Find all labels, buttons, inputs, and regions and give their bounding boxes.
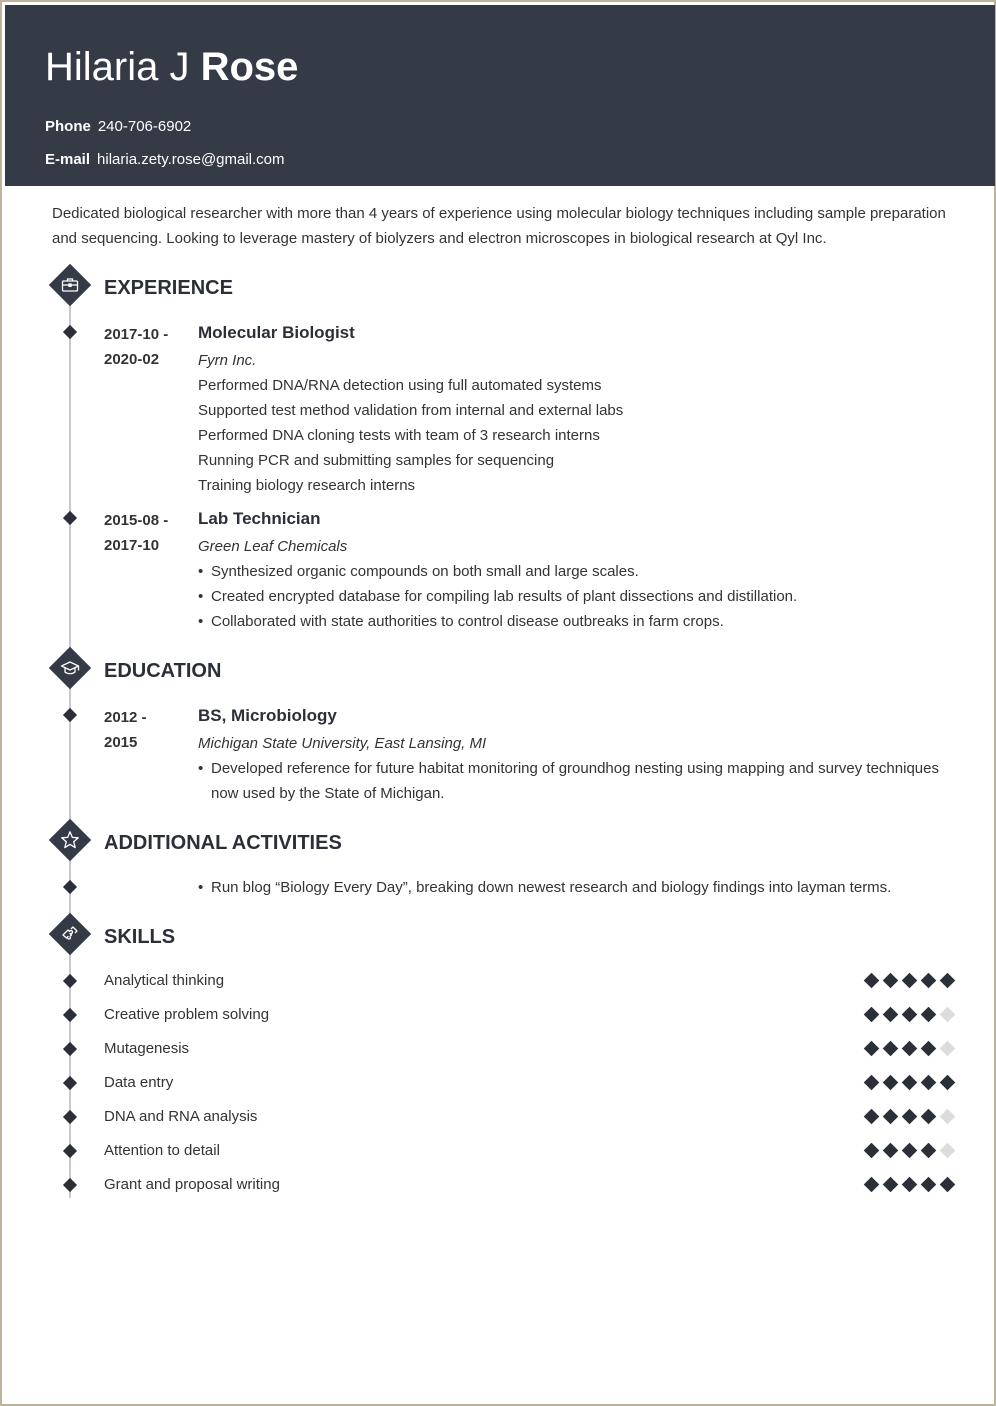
skill-name: Attention to detail bbox=[104, 1142, 220, 1159]
job-duty: Training biology research interns bbox=[198, 477, 416, 494]
job-duty: Supported test method validation from internal and external labs bbox=[198, 402, 624, 419]
rating-dot-filled bbox=[921, 1177, 937, 1193]
skill-rating bbox=[862, 1107, 958, 1127]
resume-header bbox=[5, 5, 995, 186]
rating-dot-filled bbox=[864, 1075, 880, 1091]
timeline-marker bbox=[63, 1144, 77, 1158]
job-company: Fyrn Inc. bbox=[198, 352, 257, 369]
rating-dot-filled bbox=[864, 1177, 880, 1193]
job-date-start: 2015-08 - bbox=[104, 512, 169, 529]
rating-dot-filled bbox=[864, 1109, 880, 1125]
rating-dot-filled bbox=[883, 1143, 899, 1159]
timeline-marker bbox=[63, 325, 77, 339]
graduation-cap-icon bbox=[49, 647, 91, 689]
job-title: Lab Technician bbox=[198, 509, 321, 528]
rating-dot-filled bbox=[883, 1177, 899, 1193]
rating-dot-empty bbox=[940, 1041, 956, 1057]
rating-dot-filled bbox=[864, 1007, 880, 1023]
email-label: E-mail bbox=[45, 151, 91, 168]
timeline-marker bbox=[63, 511, 77, 525]
activity-bullet: • Run blog “Biology Every Day”, breaking down newest research and biology findings into layman terms. bbox=[198, 875, 958, 900]
skill-rating bbox=[862, 1141, 958, 1161]
phone-label: Phone bbox=[45, 118, 91, 135]
rating-dot-filled bbox=[883, 1007, 899, 1023]
job-company: Green Leaf Chemicals bbox=[198, 538, 348, 555]
star-icon bbox=[49, 819, 91, 861]
rating-dot-filled bbox=[902, 1007, 918, 1023]
phone-row bbox=[45, 117, 191, 137]
rating-dot-filled bbox=[864, 973, 880, 989]
timeline-marker bbox=[63, 1042, 77, 1056]
timeline-marker bbox=[63, 1076, 77, 1090]
rating-dot-filled bbox=[883, 973, 899, 989]
rating-dot-filled bbox=[921, 973, 937, 989]
rating-dot-filled bbox=[864, 1041, 880, 1057]
edu-date-end: 2015 bbox=[104, 734, 138, 751]
rating-dot-empty bbox=[940, 1143, 956, 1159]
timeline-marker bbox=[63, 974, 77, 988]
rating-dot-filled bbox=[902, 1041, 918, 1057]
skills-heading: SKILLS bbox=[104, 926, 176, 948]
rating-dot-filled bbox=[902, 1143, 918, 1159]
skill-rating bbox=[862, 971, 958, 991]
skill-name: DNA and RNA analysis bbox=[104, 1108, 258, 1125]
job-bullet: • Synthesized organic compounds on both small and large scales. bbox=[198, 559, 958, 584]
first-name: Hilaria J bbox=[45, 45, 190, 89]
timeline-marker bbox=[63, 1110, 77, 1124]
job-date-start: 2017-10 - bbox=[104, 326, 169, 343]
school-name: Michigan State University, East Lansing, MI bbox=[198, 735, 487, 752]
email-value[interactable]: hilaria.zety.rose@gmail.com bbox=[97, 151, 285, 168]
rating-dot-empty bbox=[940, 1109, 956, 1125]
rating-dot-filled bbox=[883, 1075, 899, 1091]
job-date-end: 2017-10 bbox=[104, 537, 160, 554]
profile-summary: Dedicated biological researcher with more than 4 years of experience using molecular biology techniques including sample preparation and sequencing. Looking to leverage mastery of biolyzers and electron microscopes in biological research at Qyl Inc. bbox=[52, 205, 946, 247]
rating-dot-filled bbox=[902, 1177, 918, 1193]
timeline-marker bbox=[63, 708, 77, 722]
rating-dot-filled bbox=[921, 1109, 937, 1125]
education-heading: EDUCATION bbox=[104, 660, 222, 682]
job-duty: Running PCR and submitting samples for sequencing bbox=[198, 452, 555, 469]
skill-name: Grant and proposal writing bbox=[104, 1176, 280, 1193]
timeline-line bbox=[69, 302, 71, 1198]
rating-dot-filled bbox=[902, 973, 918, 989]
skill-rating bbox=[862, 1039, 958, 1059]
rating-dot-filled bbox=[921, 1075, 937, 1091]
timeline-marker bbox=[63, 1008, 77, 1022]
timeline-marker bbox=[63, 1178, 77, 1192]
skill-name: Mutagenesis bbox=[104, 1040, 190, 1057]
rating-dot-filled bbox=[921, 1143, 937, 1159]
rating-dot-filled bbox=[902, 1109, 918, 1125]
skill-name: Data entry bbox=[104, 1074, 174, 1091]
email-row bbox=[45, 150, 285, 170]
job-bullet: • Collaborated with state authorities to control disease outbreaks in farm crops. bbox=[198, 609, 958, 634]
job-duty: Performed DNA cloning tests with team of 3 research interns bbox=[198, 427, 600, 444]
skill-rating bbox=[862, 1175, 958, 1195]
rating-dot-filled bbox=[921, 1041, 937, 1057]
rating-dot-filled bbox=[883, 1041, 899, 1057]
timeline-marker bbox=[63, 880, 77, 894]
rating-dot-filled bbox=[883, 1109, 899, 1125]
candidate-name bbox=[45, 43, 298, 91]
activities-heading: ADDITIONAL ACTIVITIES bbox=[104, 832, 342, 854]
job-duty: Performed DNA/RNA detection using full automated systems bbox=[198, 377, 602, 394]
briefcase-icon bbox=[49, 264, 91, 306]
edu-bullet: • Developed reference for future habitat monitoring of groundhog nesting using mapping and survey techniques now used by the State of Michigan. bbox=[198, 756, 958, 806]
skill-name: Creative problem solving bbox=[104, 1006, 270, 1023]
rating-dot-filled bbox=[940, 973, 956, 989]
job-date-end: 2020-02 bbox=[104, 351, 160, 368]
rating-dot-filled bbox=[940, 1075, 956, 1091]
rating-dot-filled bbox=[864, 1143, 880, 1159]
skill-name: Analytical thinking bbox=[104, 972, 225, 989]
experience-heading: EXPERIENCE bbox=[104, 277, 233, 299]
degree-title: BS, Microbiology bbox=[198, 706, 337, 725]
skill-rating bbox=[862, 1005, 958, 1025]
edu-date-start: 2012 - bbox=[104, 709, 147, 726]
puzzle-icon bbox=[49, 913, 91, 955]
rating-dot-filled bbox=[902, 1075, 918, 1091]
job-title: Molecular Biologist bbox=[198, 323, 355, 342]
last-name: Rose bbox=[200, 45, 299, 89]
rating-dot-filled bbox=[921, 1007, 937, 1023]
rating-dot-filled bbox=[940, 1177, 956, 1193]
skill-rating bbox=[862, 1073, 958, 1093]
phone-value: 240-706-6902 bbox=[97, 118, 192, 135]
rating-dot-empty bbox=[940, 1007, 956, 1023]
job-bullet: • Created encrypted database for compiling lab results of plant dissections and distillation. bbox=[198, 584, 958, 609]
